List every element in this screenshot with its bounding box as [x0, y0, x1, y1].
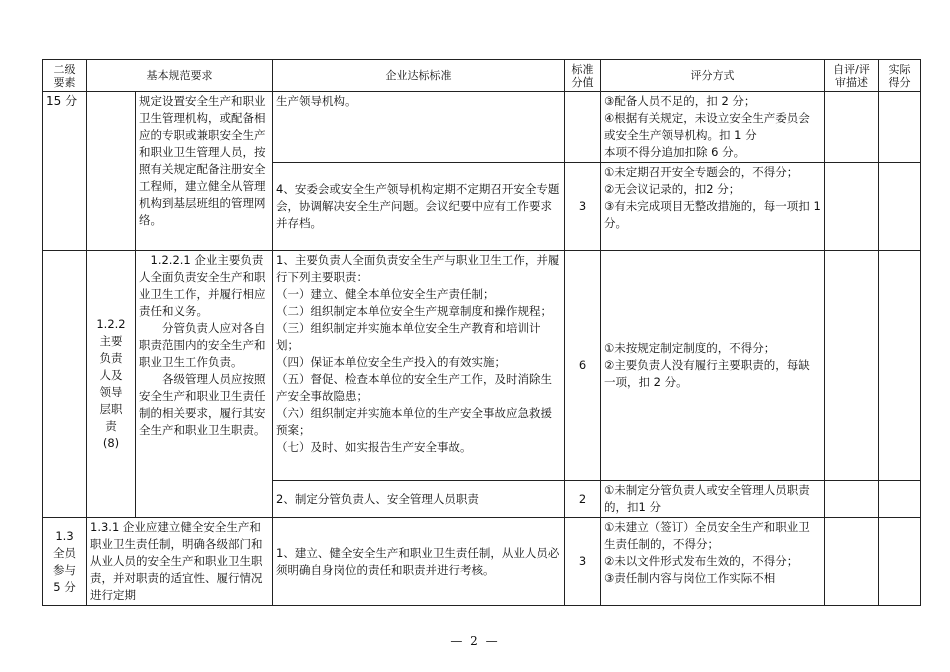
basic-requirement-cell: 规定设置安全生产和职业卫生管理机构，或配备相应的专职或兼职安全生产和职业卫生管理人员，按照有关规定配备注册安全工程师，建立健全从管理机构到基层班组的管理网络。 [136, 92, 273, 251]
actual-score-cell[interactable] [879, 92, 921, 163]
basic-requirement-cell: 1.3.1 企业应建立健全安全生产和职业卫生责任制，明确各级部门和从业人员的安全生产和职业卫生职责，并对职责的适宜性、履行情况进行定期 [87, 518, 273, 606]
self-review-cell[interactable] [825, 518, 879, 606]
header-actual-score: 实际 得分 [879, 60, 921, 92]
header-standard-score: 标准 分值 [565, 60, 601, 92]
standard-cell: 生产领导机构。 [273, 92, 565, 163]
score-cell: 6 [565, 251, 601, 481]
method-cell: ①未按规定制定制度的，不得分； ②主要负责人没有履行主要职责的，每缺一项，扣 2 分。 [601, 251, 825, 481]
level2-cell: 1.3 全员 参与 5 分 [43, 518, 87, 606]
actual-score-cell[interactable] [879, 251, 921, 481]
header-basic-requirements: 基本规范要求 [87, 60, 273, 92]
method-cell: ③配备人员不足的，扣 2 分； ④根据有关规定，未设立安全生产委员会或安全生产领导机构。扣 1 分 本项不得分追加扣除 6 分。 [601, 92, 825, 163]
self-review-cell[interactable] [825, 163, 879, 251]
level2-cell-empty [43, 251, 87, 518]
standard-cell: 1、主要负责人全面负责安全生产与职业卫生工作，并履行下列主要职责： （一）建立、健全本单位安全生产责任制； （二）组织制定本单位安全生产规章制度和操作规程； （三）组织制定并实施本单位安全生产教育和培训计划； （四）保证本单位安全生产投入的有效实施； （五）督促、检查本单位的安全生产工作，及时消除生产安全事故隐患； （六）组织制定并实施本单位的生产安全事故应急救援预案； （七）及时、如实报告生产安全事故。 [273, 251, 565, 481]
page-number: — 2 — [450, 634, 500, 648]
standards-table-wrapper [42, 59, 921, 606]
actual-score-cell[interactable] [879, 481, 921, 518]
method-cell: ①未制定分管负责人或安全管理人员职责的，扣1 分 [601, 481, 825, 518]
actual-score-cell[interactable] [879, 518, 921, 606]
self-review-cell[interactable] [825, 251, 879, 481]
sublevel-cell: 1.2.2 主要 负责 人及 领导 层职 责 (8) [87, 251, 136, 518]
sublevel-cell-empty [87, 92, 136, 251]
standard-cell: 1、建立、健全安全生产和职业卫生责任制，从业人员必须明确自身岗位的责任和职责并进行考核。 [273, 518, 565, 606]
method-cell: ①未定期召开安全专题会的，不得分； ②无会议记录的，扣2 分； ③有未完成项目无整改措施的，每一项扣 1 分。 [601, 163, 825, 251]
score-cell: 2 [565, 481, 601, 518]
header-self-review: 自评/评 审描述 [825, 60, 879, 92]
score-cell-empty [565, 92, 601, 163]
header-enterprise-standard: 企业达标标准 [273, 60, 565, 92]
score-cell: 3 [565, 518, 601, 606]
header-scoring-method: 评分方式 [601, 60, 825, 92]
standard-cell: 4、安委会或安全生产领导机构定期不定期召开安全专题会，协调解决安全生产问题。会议纪要中应有工作要求并存档。 [273, 163, 565, 251]
table-row [43, 92, 921, 163]
table-header-row [43, 60, 921, 92]
self-review-cell[interactable] [825, 481, 879, 518]
standards-table [42, 59, 921, 606]
header-level2: 二级 要素 [43, 60, 87, 92]
level2-score-cell: 15 分 [43, 92, 87, 251]
method-cell: ①未建立（签订）全员安全生产和职业卫生责任制的，不得分； ②未以文件形式发布生效的，不得分； ③责任制内容与岗位工作实际不相 [601, 518, 825, 606]
table-row [43, 518, 921, 606]
standard-cell: 2、制定分管负责人、安全管理人员职责 [273, 481, 565, 518]
basic-requirement-cell: 1.2.2.1 企业主要负责人全面负责安全生产和职业卫生工作，并履行相应责任和义务。 分管负责人应对各自职责范围内的安全生产和职业卫生工作负责。 各级管理人员应按照安全生产和职业卫生责任制的相关要求，履行其安全生产和职业卫生职责。 [136, 251, 273, 518]
table-row [43, 251, 921, 481]
self-review-cell[interactable] [825, 92, 879, 163]
actual-score-cell[interactable] [879, 163, 921, 251]
score-cell: 3 [565, 163, 601, 251]
